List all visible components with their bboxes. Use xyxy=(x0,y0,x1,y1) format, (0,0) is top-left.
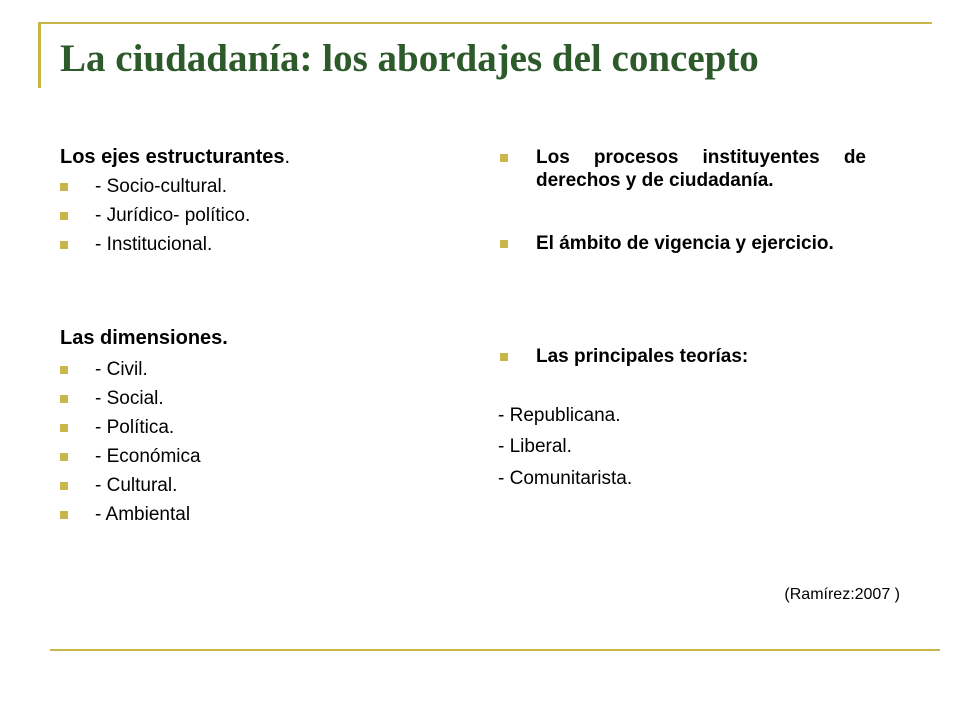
list-item: - Civil. xyxy=(60,355,201,384)
teoria-liberal: - Liberal. xyxy=(498,436,572,457)
square-bullet-icon xyxy=(60,482,68,490)
square-bullet-icon xyxy=(60,453,68,461)
list-item: - Cultural. xyxy=(60,471,201,500)
decorative-bottom-rule xyxy=(50,649,940,651)
list-item: - Institucional. xyxy=(60,230,250,259)
ejes-heading-bold: Los ejes estructurantes xyxy=(60,146,285,168)
square-bullet-icon xyxy=(60,241,68,249)
decorative-vertical-rule xyxy=(38,22,41,88)
square-bullet-icon xyxy=(60,183,68,191)
list-item: - Socio-cultural. xyxy=(60,172,250,201)
slide-title: La ciudadanía: los abordajes del concepto xyxy=(60,37,759,80)
ejes-heading xyxy=(60,146,290,169)
square-bullet-icon xyxy=(60,511,68,519)
ejes-heading-tail: . xyxy=(284,146,291,168)
citation: (Ramírez:2007 ) xyxy=(784,586,900,603)
list-item: - Jurídico- político. xyxy=(60,201,250,230)
square-bullet-icon xyxy=(500,353,508,361)
square-bullet-icon xyxy=(60,212,68,220)
square-bullet-icon xyxy=(60,366,68,374)
decorative-top-rule xyxy=(38,22,932,24)
square-bullet-icon xyxy=(500,154,508,162)
right-bullet-procesos: Los procesos instituyentes de derechos y de ciudadanía. xyxy=(500,146,866,192)
right-bullet-ambito: El ámbito de vigencia y ejercicio. xyxy=(500,232,866,255)
square-bullet-icon xyxy=(60,395,68,403)
dimensiones-list xyxy=(60,355,201,529)
dimensiones-heading: Las dimensiones. xyxy=(60,327,228,349)
list-item: - Económica xyxy=(60,442,201,471)
list-item: - Social. xyxy=(60,384,201,413)
list-item: - Ambiental xyxy=(60,500,201,529)
ejes-list xyxy=(60,172,250,259)
teoria-republicana: - Republicana. xyxy=(498,405,621,426)
right-bullet-teorias: Las principales teorías: xyxy=(500,345,866,368)
square-bullet-icon xyxy=(60,424,68,432)
list-item: - Política. xyxy=(60,413,201,442)
teoria-comunitarista: - Comunitarista. xyxy=(498,468,633,489)
square-bullet-icon xyxy=(500,240,508,248)
